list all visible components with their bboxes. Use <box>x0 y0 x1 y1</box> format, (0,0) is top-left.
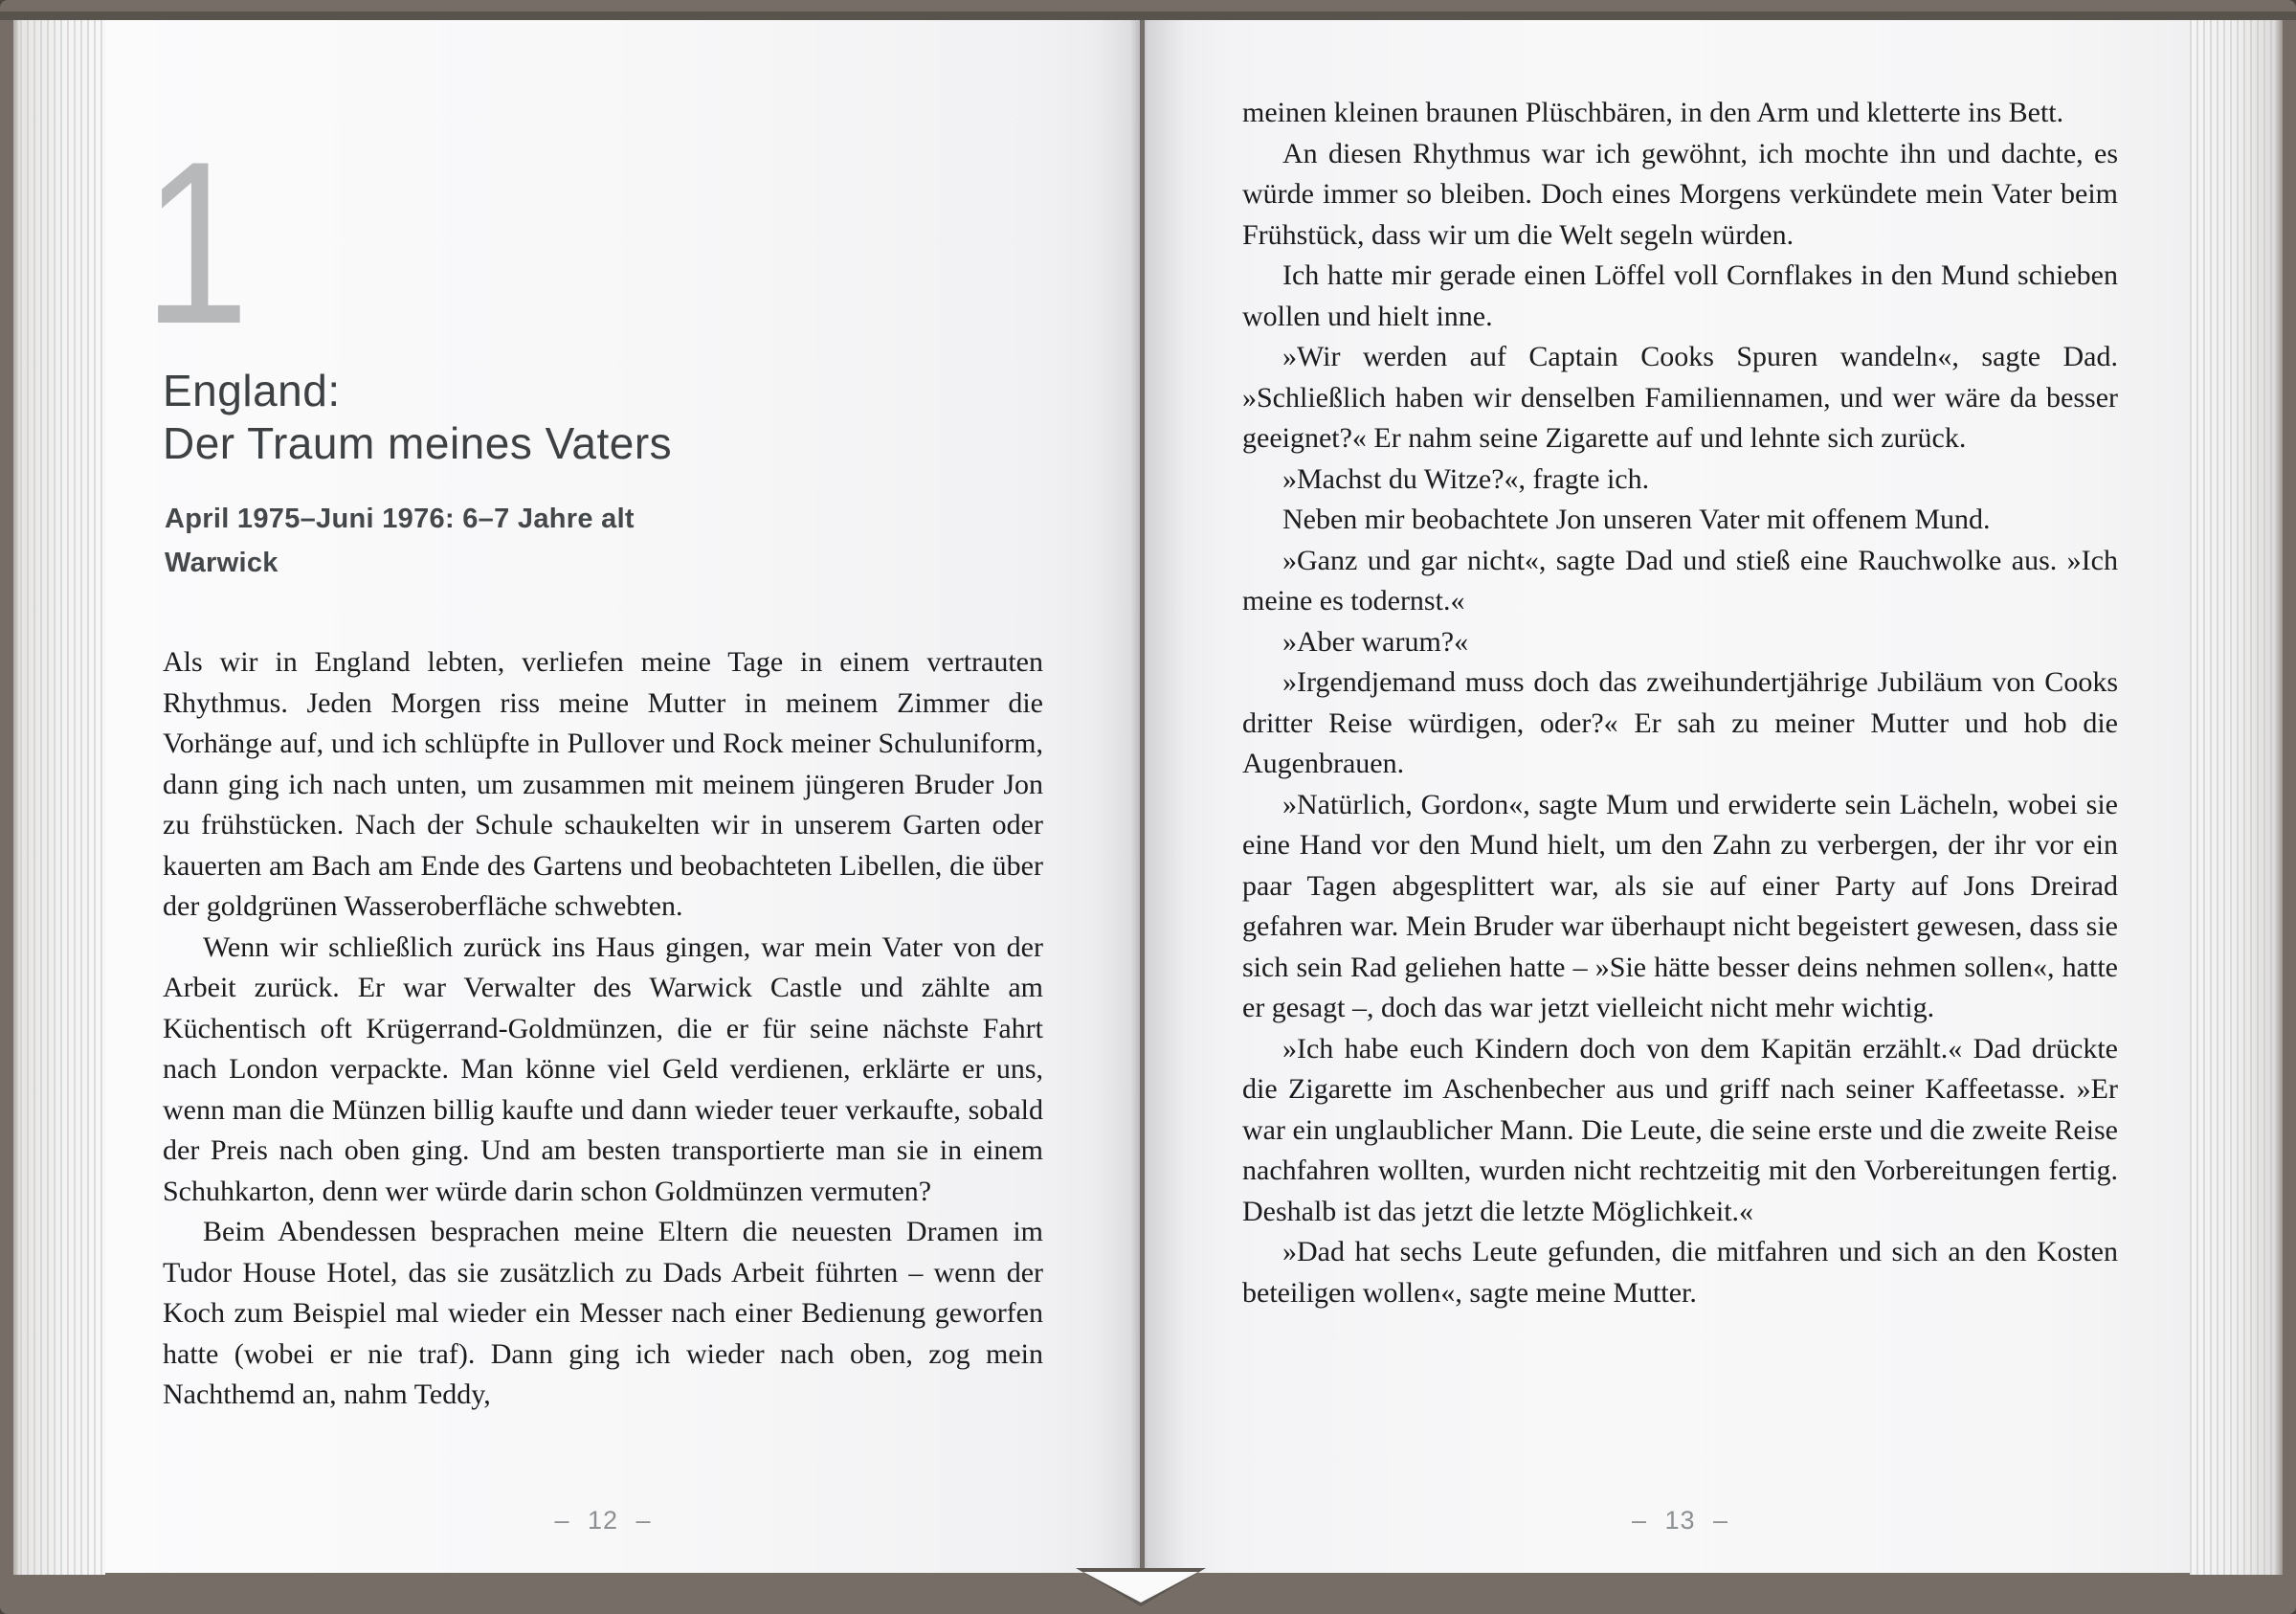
chapter-heading-line1: England: <box>163 366 341 415</box>
paragraph: meinen kleinen braunen Plüschbären, in den Arm und kletterte ins Bett. <box>1242 97 2064 128</box>
paragraph: »Irgendjemand muss doch das zweihundertjährige Jubiläum von Cooks dritter Reise würdigen, oder?« Er sah zu meiner Mutter und hob die Augenbrauen. <box>1242 666 2118 779</box>
paragraph: An diesen Rhythmus war ich gewöhnt, ich mochte ihn und dachte, es würde immer so bleiben. Doch eines Morgens verkündete mein Vater beim Frühstück, dass wir um die Welt segeln würden. <box>1242 137 2118 251</box>
paragraph: Beim Abendessen besprachen meine Eltern die neuesten Dramen im Tudor House Hotel, das sie zusätzlich zu Dads Arbeit führten – wenn der Koch zum Beispiel mal wieder ein Messer nach einer Bedienung geworfen hatte (wobei er nie traf). Dann ging ich wieder nach oben, zog mein Nachthemd an, nahm Teddy, <box>163 1216 1043 1410</box>
chapter-subtitle <box>165 497 635 585</box>
page-edges-left <box>13 20 105 1575</box>
cover-top-edge <box>0 11 2296 20</box>
right-page-body-text <box>1242 93 2118 1313</box>
paragraph: »Wir werden auf Captain Cooks Spuren wandeln«, sagte Dad. »Schließlich haben wir denselben Familiennamen, und wer wäre da besser geeignet?« Er nahm seine Zigarette auf und lehnte sich zurück. <box>1242 341 2118 454</box>
paragraph: Neben mir beobachtete Jon unseren Vater mit offenem Mund. <box>1282 504 1991 535</box>
right-page-number: – 13 – <box>1631 1506 1729 1535</box>
right-page <box>1145 20 2190 1573</box>
paragraph: »Ich habe euch Kindern doch von dem Kapitän erzählt.« Dad drückte die Zigarette im Aschenbecher aus und griff nach seiner Kaffeetasse. »Er war ein unglaublicher Mann. Die Leute, die seine erste und die zweite Reise nachfahren wollten, wurden nicht rechtzeitig mit den Vorbereitungen fertig. Deshalb ist das jetzt die letzte Möglichkeit.« <box>1242 1032 2118 1227</box>
left-page-number: – 12 – <box>554 1506 652 1535</box>
paragraph: »Dad hat sechs Leute gefunden, die mitfahren und sich an den Kosten beteiligen wollen«, sagte meine Mutter. <box>1242 1236 2118 1309</box>
paragraph: »Ganz und gar nicht«, sagte Dad und stieß eine Rauchwolke aus. »Ich meine es todernst.« <box>1242 544 2118 616</box>
paragraph: »Aber warum?« <box>1282 625 1469 658</box>
page-edges-right <box>2190 20 2283 1575</box>
chapter-heading-line2: Der Traum meines Vaters <box>163 418 673 468</box>
left-page <box>105 20 1140 1573</box>
page-bottom-fold <box>1083 1572 1198 1603</box>
chapter-number: 1 <box>144 114 250 372</box>
paragraph: Wenn wir schließlich zurück ins Haus gingen, war mein Vater von der Arbeit zurück. Er war Verwalter des Warwick Castle und zählte am Küchentisch oft Krügerrand-Goldmünzen, die er für seine nächste Fahrt nach London verpackte. Man könne viel Geld verdienen, erklärte er uns, wenn man die Münzen billig kaufte und dann wieder teuer verkaufte, sobald der Preis nach oben ging. Und am besten transportierte man sie in einem Schuhkarton, denn wer würde darin schon Goldmünzen vermuten? <box>163 930 1043 1207</box>
chapter-subtitle-place: Warwick <box>165 548 279 578</box>
chapter-subtitle-dates: April 1975–Juni 1976: 6–7 Jahre alt <box>165 504 635 534</box>
chapter-heading <box>163 365 672 470</box>
paragraph: Ich hatte mir gerade einen Löffel voll Cornflakes in den Mund schieben wollen und hielt inne. <box>1242 259 2118 332</box>
paragraph: »Natürlich, Gordon«, sagte Mum und erwiderte sein Lächeln, wobei sie eine Hand vor den Mund hielt, um den Zahn zu verbergen, der ihr vor ein paar Tagen abgesplittert war, als sie auf einer Party auf Jons Dreirad gefahren war. Mein Bruder war überhaupt nicht begeistert gewesen, dass sie sich sein Rad geliehen hatte – »Sie hätte besser deins nehmen sollen«, hatte er gesagt –, doch das war jetzt vielleicht nicht mehr wichtig. <box>1242 788 2118 1023</box>
left-page-body-text <box>163 642 1043 1416</box>
paragraph: »Machst du Witze?«, fragte ich. <box>1282 462 1650 495</box>
paragraph: Als wir in England lebten, verliefen meine Tage in einem vertrauten Rhythmus. Jeden Morgen riss meine Mutter in meinem Zimmer die Vorhänge auf, und ich schlüpfte in Pullover und Rock meiner Schuluniform, dann ging ich nach unten, um zusammen mit meinem jüngeren Bruder Jon zu frühstücken. Nach der Schule schaukelten wir in unserem Garten oder kauerten am Bach am Ende des Gartens und beobachteten Libellen, die über der goldgrünen Wasseroberfläche schwebten. <box>163 646 1043 922</box>
